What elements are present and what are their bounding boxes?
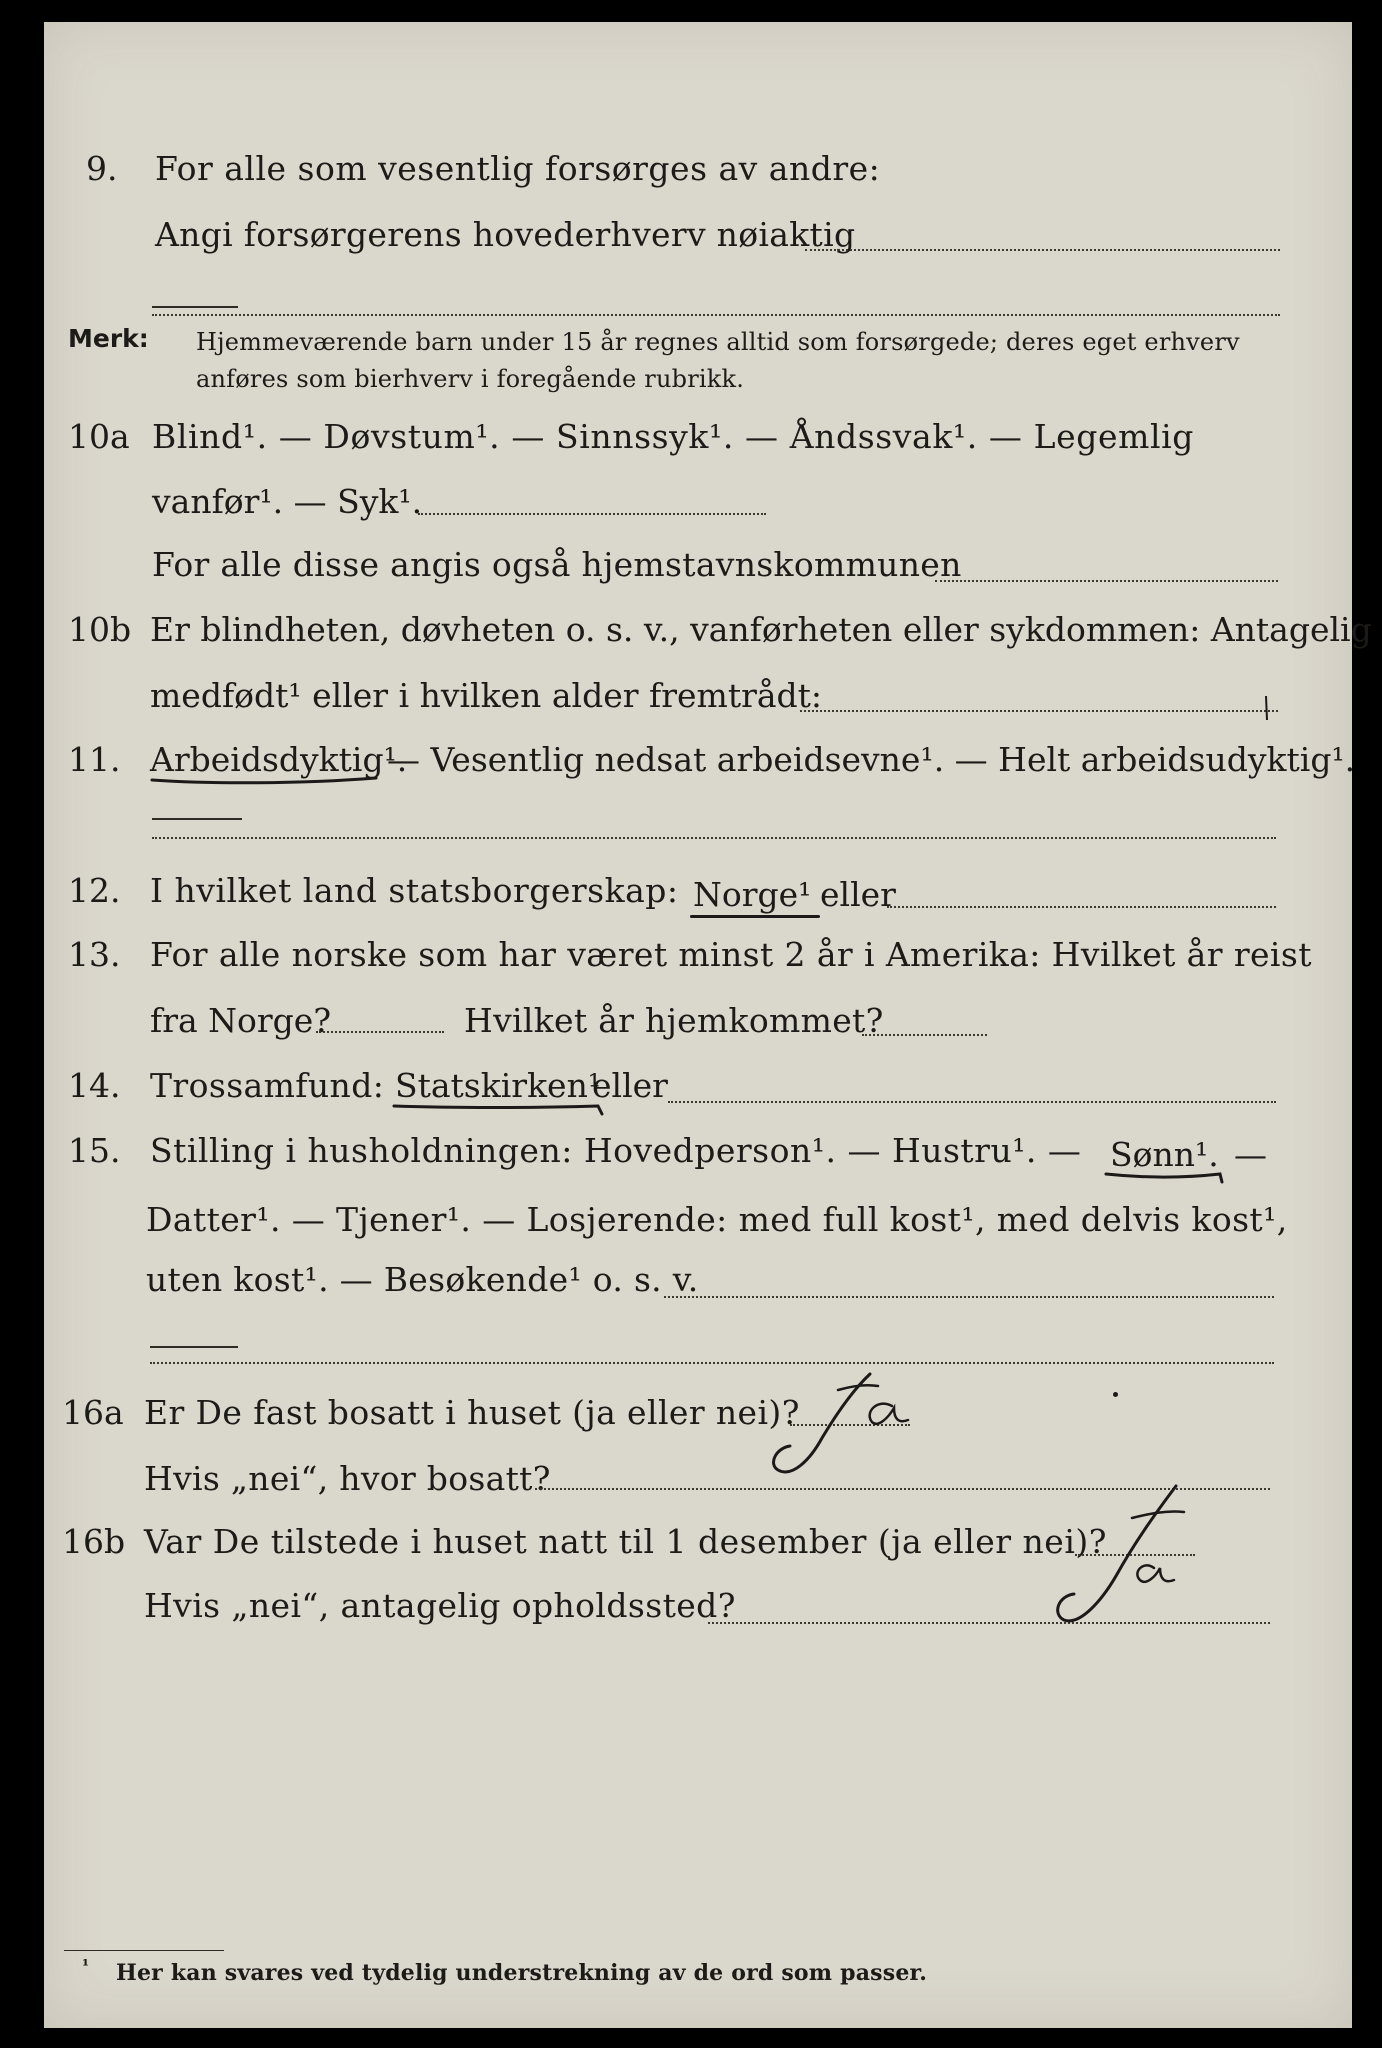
q15-line3: uten kost¹. — Besøkende¹ o. s. v. bbox=[146, 1260, 699, 1299]
q14-tail: eller bbox=[592, 1066, 668, 1105]
q11-number: 11. bbox=[68, 740, 121, 779]
q15-answer-line-2[interactable] bbox=[150, 1362, 1274, 1364]
q15-line1-dash: — bbox=[1234, 1135, 1267, 1174]
footnote-text: Her kan svares ved tydelig understrekning av de ord som passer. bbox=[116, 1960, 928, 1986]
q12-answer-line[interactable] bbox=[887, 906, 1276, 908]
q9-short-rule bbox=[152, 306, 238, 308]
q10b-pen-mark bbox=[1262, 694, 1272, 724]
q10a-number: 10a bbox=[68, 417, 130, 456]
q15-underline-mark bbox=[1104, 1170, 1226, 1186]
q14-answer-line[interactable] bbox=[668, 1101, 1276, 1103]
q10b-number: 10b bbox=[68, 610, 132, 649]
merk-label: Merk: bbox=[68, 324, 149, 353]
q13-year-left-line[interactable] bbox=[316, 1031, 444, 1033]
ink-dot bbox=[1113, 1392, 1118, 1397]
q9-answer-line[interactable] bbox=[805, 249, 1280, 251]
q16a-number: 16a bbox=[62, 1393, 124, 1432]
q16b-number: 16b bbox=[62, 1522, 126, 1561]
q10b-line1: Er blindheten, døvheten o. s. v., vanførheten eller sykdommen: Antagelig bbox=[150, 610, 1372, 649]
q10a-line3: For alle disse angis også hjemstavnskommunen bbox=[152, 545, 962, 584]
q16b-answer-ja-handwritten bbox=[1036, 1480, 1236, 1640]
q16a-line1: Er De fast bosatt i huset (ja eller nei)? bbox=[144, 1393, 800, 1432]
q14-text: Trossamfund: bbox=[150, 1066, 385, 1105]
q9-number: 9. bbox=[86, 149, 118, 188]
q9-line2: Angi forsørgerens hovederhverv nøiaktig bbox=[155, 215, 856, 254]
q12-text: I hvilket land statsborgerskap: bbox=[150, 871, 679, 910]
merk-line1: Hjemmeværende barn under 15 år regnes alltid som forsørgede; deres eget erhverv bbox=[196, 328, 1240, 356]
q16a-answer-ja-handwritten bbox=[760, 1368, 920, 1488]
q12-underline-mark bbox=[690, 915, 820, 918]
q12-tail: eller bbox=[820, 875, 896, 914]
q10b-answer-line[interactable] bbox=[800, 710, 1278, 712]
q16b-line2: Hvis „nei“, antagelig opholdssted? bbox=[144, 1586, 736, 1625]
q10b-line2: medfødt¹ eller i hvilken alder fremtrådt: bbox=[150, 676, 823, 715]
q11-option-arbeidsdyktig[interactable]: Arbeidsdyktig¹. bbox=[150, 740, 408, 779]
q11-short-rule bbox=[152, 818, 242, 820]
q15-line1: Stilling i husholdningen: Hovedperson¹. — Hustru¹. — bbox=[150, 1131, 1082, 1170]
q10a-line2: vanfør¹. — Syk¹. bbox=[152, 482, 423, 521]
q12-option-norge[interactable]: Norge¹ bbox=[693, 875, 812, 914]
q11-underline-mark bbox=[150, 774, 380, 790]
q16b-line1: Var De tilstede i huset natt til 1 desember (ja eller nei)? bbox=[144, 1522, 1107, 1561]
q10a-answer-line[interactable] bbox=[418, 513, 766, 515]
q10a-line1: Blind¹. — Døvstum¹. — Sinnssyk¹. — Åndssvak¹. — Legemlig bbox=[152, 417, 1195, 456]
q15-option-sonn[interactable]: Sønn¹. bbox=[1110, 1135, 1219, 1174]
q9-line1: For alle som vesentlig forsørges av andre: bbox=[155, 149, 881, 188]
q16a-line2: Hvis „nei“, hvor bosatt? bbox=[144, 1459, 551, 1498]
merk-line2: anføres som bierhverv i foregående rubrikk. bbox=[196, 365, 745, 393]
q15-number: 15. bbox=[68, 1131, 121, 1170]
q10a-hjemstavn-line[interactable] bbox=[935, 580, 1278, 582]
q13-number: 13. bbox=[68, 935, 121, 974]
footnote-rule bbox=[64, 1950, 224, 1951]
q11-rest: — Vesentlig nedsat arbeidsevne¹. — Helt arbeidsudyktig¹. bbox=[387, 740, 1356, 779]
q15-short-rule bbox=[150, 1346, 238, 1348]
q11-answer-line[interactable] bbox=[152, 837, 1276, 839]
q9-answer-line-2[interactable] bbox=[152, 314, 1280, 316]
q14-option-statskirken[interactable]: Statskirken¹ bbox=[395, 1066, 602, 1105]
footnote-mark: ¹ bbox=[82, 1956, 90, 1975]
q12-number: 12. bbox=[68, 871, 121, 910]
q14-underline-mark bbox=[392, 1100, 607, 1120]
q13-year-returned-line[interactable] bbox=[862, 1034, 987, 1036]
q13-line1: For alle norske som har været minst 2 år i Amerika: Hvilket år reist bbox=[150, 935, 1312, 974]
q15-line2: Datter¹. — Tjener¹. — Losjerende: med full kost¹, med delvis kost¹, bbox=[146, 1200, 1288, 1239]
q15-answer-line[interactable] bbox=[664, 1296, 1274, 1298]
q13-line2a: fra Norge? bbox=[150, 1001, 332, 1040]
q13-line2b: Hvilket år hjemkommet? bbox=[464, 1001, 884, 1040]
q14-number: 14. bbox=[68, 1066, 121, 1105]
